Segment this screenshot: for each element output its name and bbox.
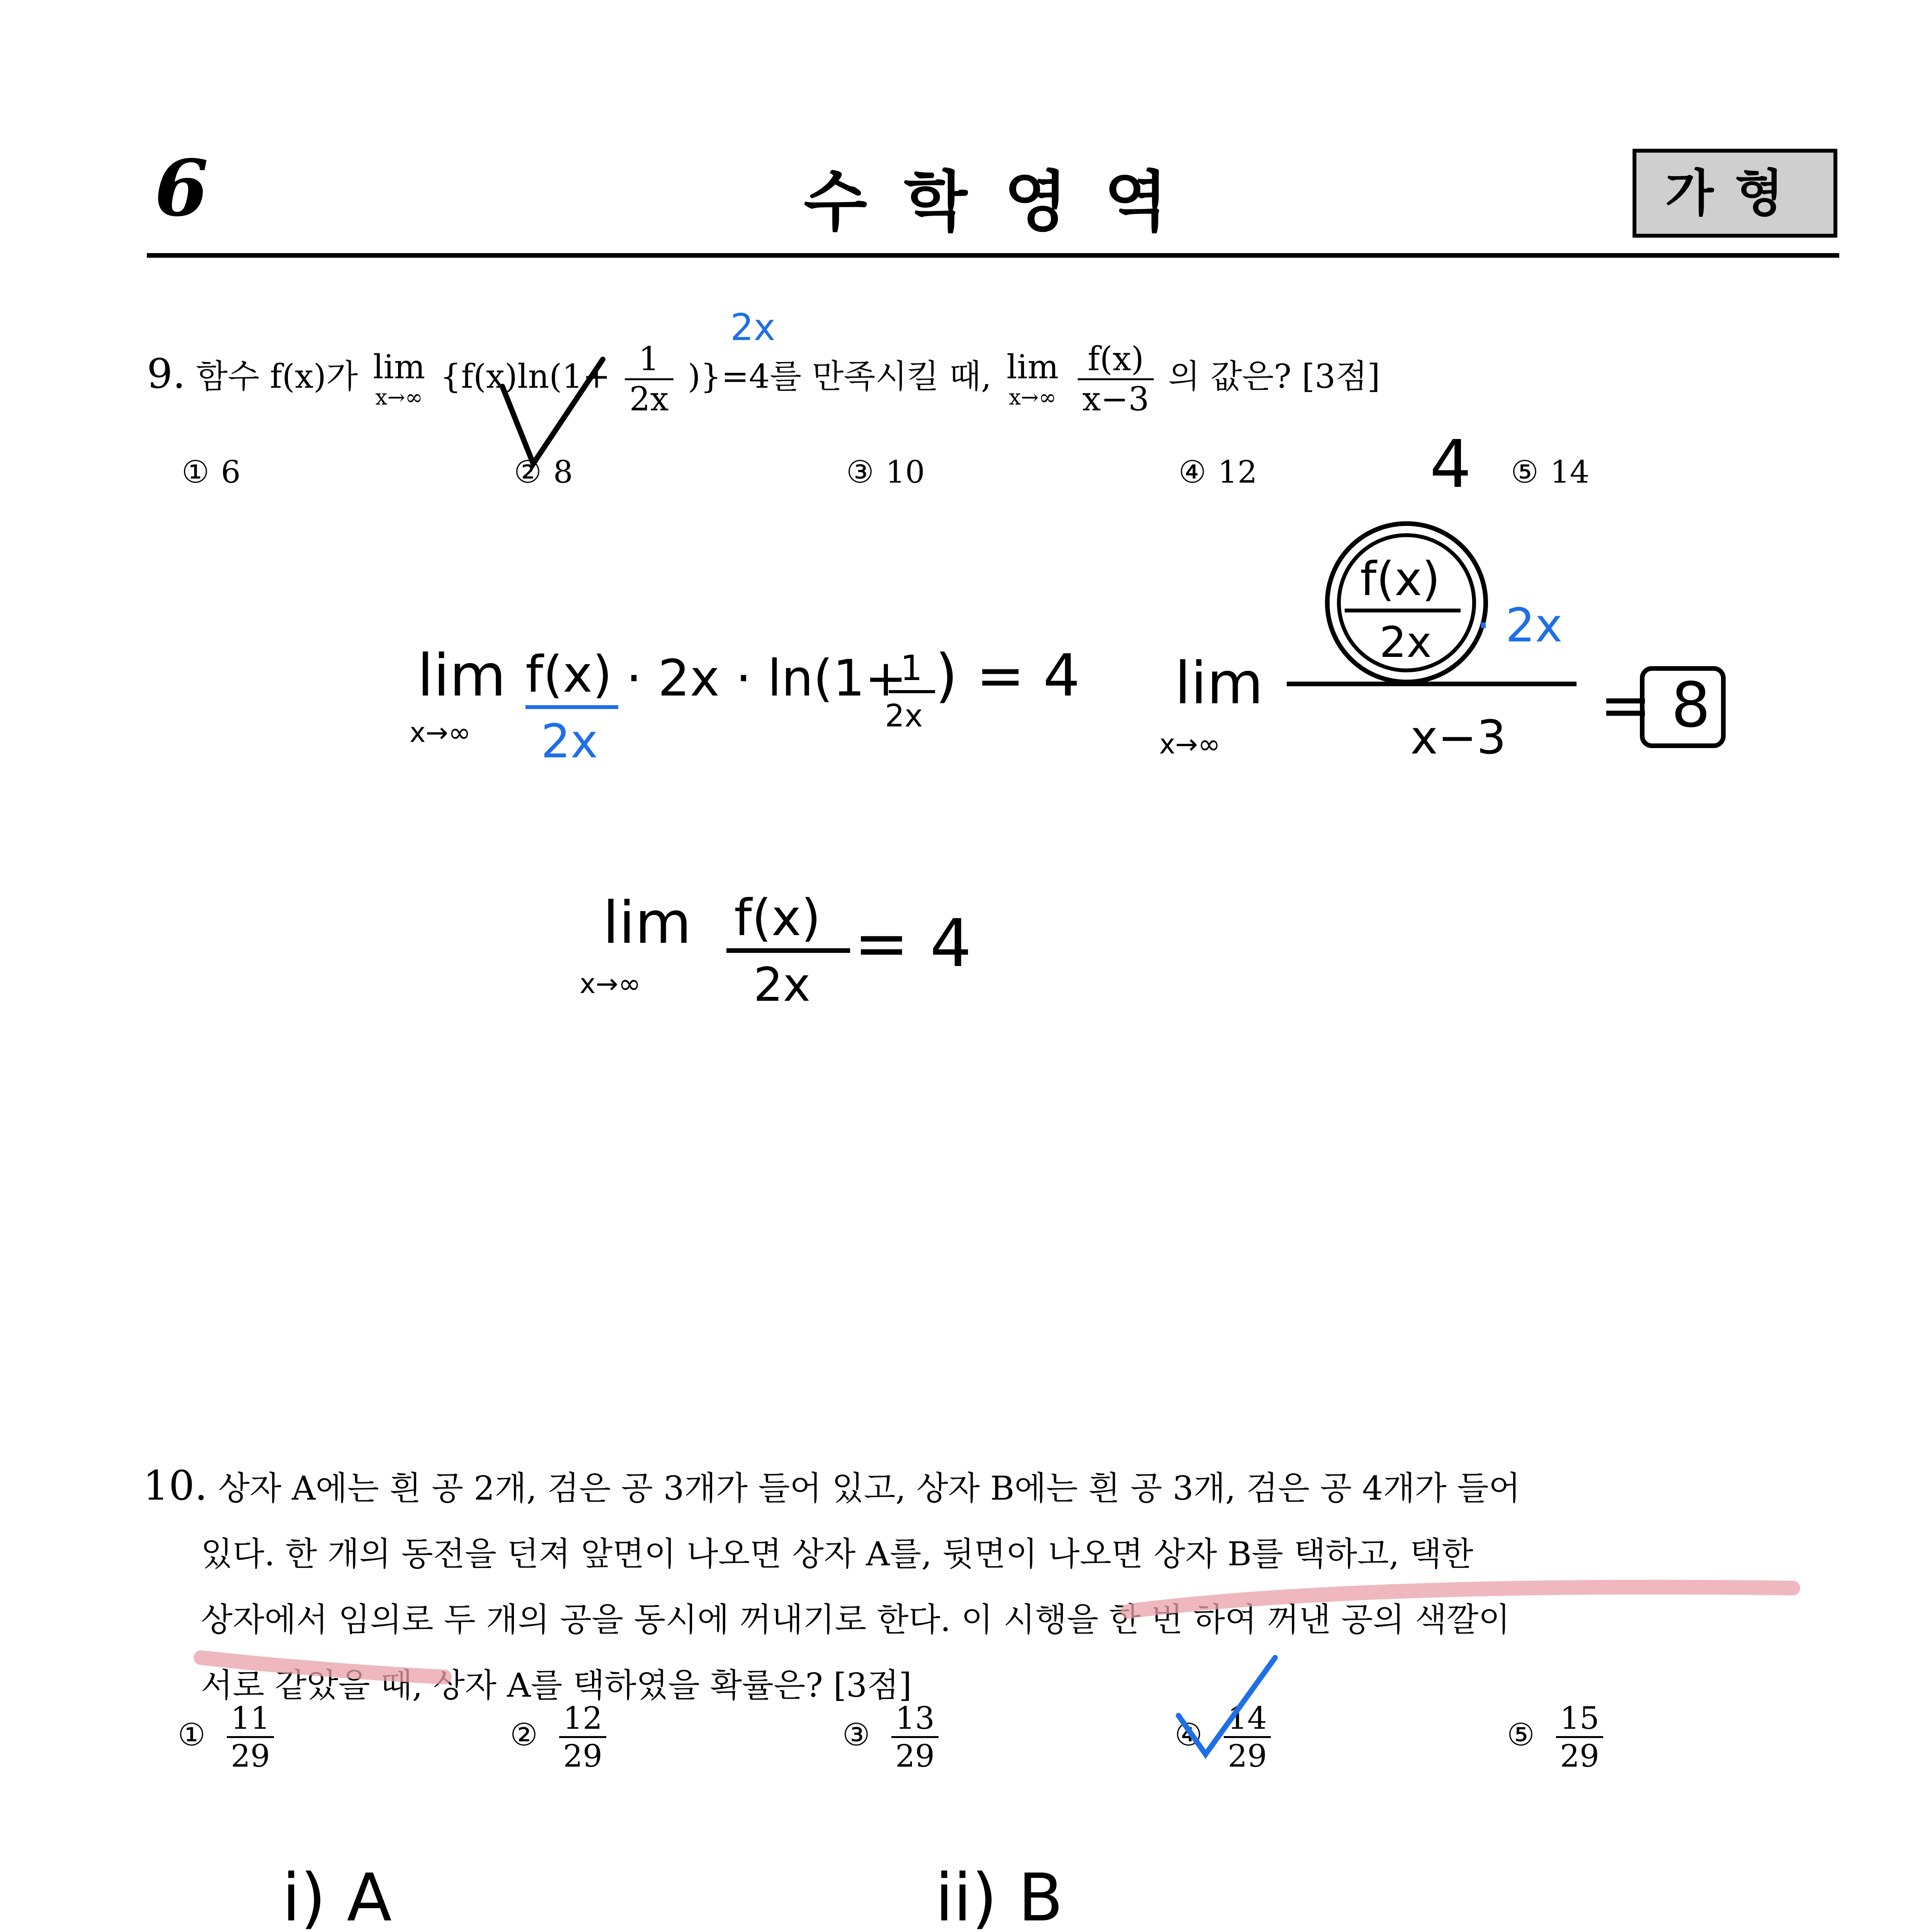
question-text: 의 값은? [3점]: [1168, 357, 1380, 396]
case-label: i) A: [282, 1860, 392, 1932]
choice-5[interactable]: ⑤ $\frac{15}{29}$: [1507, 1700, 1603, 1774]
choice-3[interactable]: ③ 10: [846, 454, 925, 490]
handwritten-lim: lim: [603, 889, 692, 957]
checkmark-icon: [1179, 1658, 1275, 1754]
choice-3[interactable]: ③ $\frac{13}{29}$: [842, 1700, 939, 1774]
handwritten-lim-sub: x→∞: [1159, 728, 1221, 760]
choice-5[interactable]: ⑤ 14: [1511, 454, 1590, 490]
choice-1[interactable]: ① 6: [182, 454, 241, 490]
handwritten-fx: f(x): [734, 888, 821, 947]
question-text-line: 상자에서 임의로 두 개의 공을 동시에 꺼내기로 한다. 이 시행을 한 번 하여 꺼낸 공의 색깔이: [201, 1601, 1510, 1639]
limit-operator: lim x→∞: [373, 348, 425, 410]
handwritten-fx: f(x): [1360, 553, 1440, 606]
handwritten-fx: f(x): [526, 645, 612, 704]
handwritten-answer: 4: [1430, 426, 1472, 503]
handwritten-lim: lim: [1175, 650, 1264, 717]
choice-4[interactable]: ④ 12: [1179, 454, 1257, 490]
handwritten-lim: lim: [417, 642, 506, 709]
handwritten-den: x−3: [1410, 711, 1506, 765]
checkmark-icon: [502, 359, 603, 464]
question-text-line: 서로 같았을 때, 상자 A를 택하였을 확률은? [3점]: [201, 1667, 912, 1705]
choice-2[interactable]: ② 8: [514, 454, 573, 490]
highlight-stroke: [1128, 1587, 1793, 1612]
question-number: 10.: [143, 1462, 207, 1509]
choice-2[interactable]: ② $\frac{12}{29}$: [510, 1700, 606, 1774]
case-label: ii) B: [935, 1860, 1063, 1932]
expression-open: {f(x)ln(1+: [440, 357, 611, 396]
question-number: 9.: [147, 350, 186, 398]
handwritten-lim-sub: x→∞: [410, 717, 471, 748]
highlight-stroke: [201, 1658, 444, 1677]
handwritten-expr: ) = 4: [935, 642, 1080, 709]
handwritten-frac-den: 2x: [885, 698, 923, 734]
choice-4[interactable]: ④ $\frac{14}{29}$: [1175, 1700, 1271, 1774]
question-text: 함수 f(x)가: [196, 357, 358, 396]
question-text-line: 있다. 한 개의 동전을 던져 앞면이 나오면 상자 A를, 뒷면이 나오면 상자 B를 택하고, 택한: [201, 1535, 1473, 1573]
fraction: $\frac{1}{2x}$: [625, 340, 673, 418]
handwritten-frac-num: 1: [900, 648, 923, 689]
handwritten-expr: · 2x · ln(1+: [626, 649, 907, 707]
limit-operator: lim x→∞: [1006, 348, 1059, 410]
page-number: 6: [155, 143, 209, 234]
handwritten-den: 2x: [541, 715, 598, 769]
handwritten-expr: = 4: [854, 905, 972, 982]
expression-close: )}=4를 만족시킬 때,: [687, 357, 992, 396]
handwritten-den: 2x: [753, 958, 811, 1012]
question-text-line: 상자 A에는 흰 공 2개, 검은 공 3개가 들어 있고, 상자 B에는 흰 공 3개, 검은 공 4개가 들어: [218, 1469, 1520, 1508]
handwritten-note: 2x: [730, 306, 776, 349]
choice-1[interactable]: ① $\frac{11}{29}$: [178, 1700, 274, 1774]
page-title: 수학영역: [804, 164, 1204, 240]
handwritten-result: = 8: [1600, 669, 1711, 741]
exam-type-badge: 가형: [1633, 149, 1837, 238]
handwritten-lim-sub: x→∞: [580, 968, 641, 1000]
handwritten-mult: · 2x: [1476, 599, 1563, 653]
fraction: $\frac{f(x)}{x-3}$: [1078, 340, 1154, 418]
handwritten-den: 2x: [1379, 617, 1432, 667]
